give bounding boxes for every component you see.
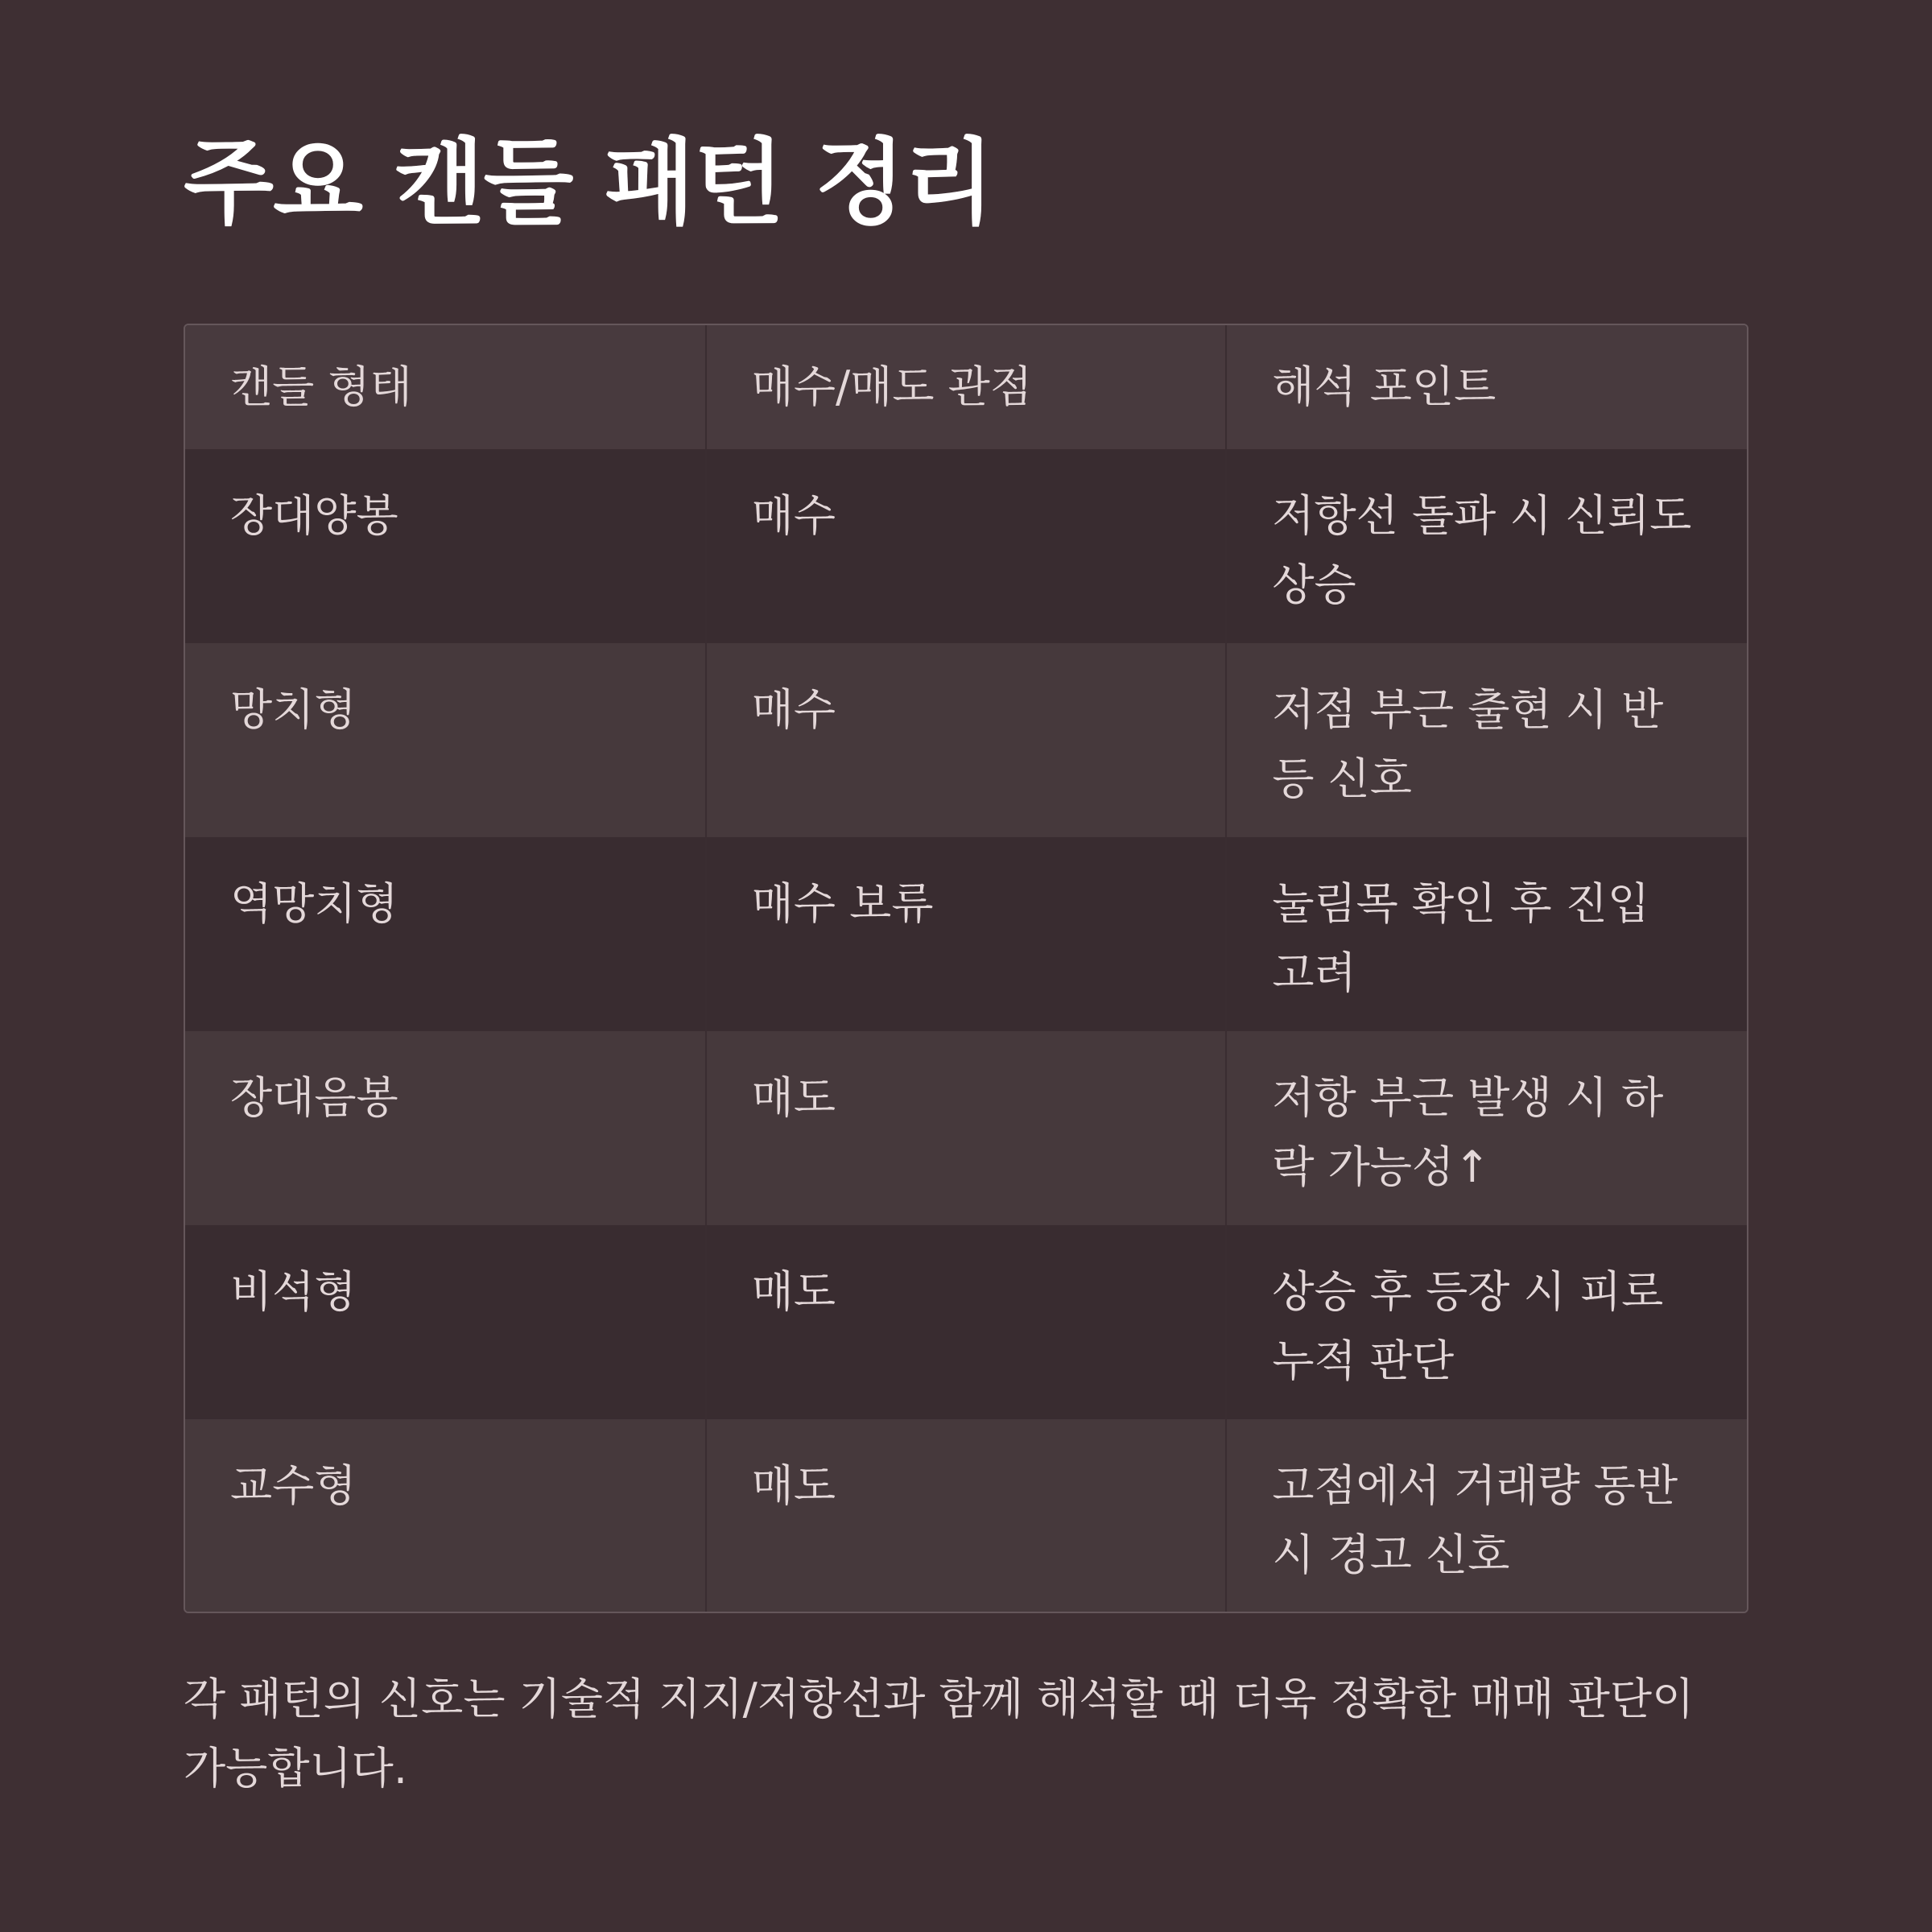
cell-candle-type: 망치형 bbox=[230, 684, 357, 735]
cell-interpretation: 상승 후 등장 시 피로 누적 판단 bbox=[1226, 1225, 1747, 1419]
cell-buy-sell-view: 매수 보류 bbox=[706, 837, 1227, 1031]
cell-interpretation: 고점에서 거래량 동반 시 경고 신호 bbox=[1226, 1419, 1747, 1613]
table-row bbox=[185, 1225, 1747, 1419]
cell-interpretation: 저항 부근 발생 시 하락 가능성↑ bbox=[1226, 1031, 1747, 1225]
table-row bbox=[185, 643, 1747, 837]
cell-interpretation: 저항선 돌파 시 신뢰도 상승 bbox=[1226, 449, 1747, 643]
cell-candle-type: 장대양봉 bbox=[230, 490, 398, 541]
column-header-interpretation: 해석 포인트 bbox=[1226, 325, 1747, 449]
table-row bbox=[185, 837, 1747, 1031]
cell-candle-type: 장대음봉 bbox=[230, 1072, 398, 1123]
candle-pattern-table bbox=[184, 324, 1748, 1613]
table-header-row bbox=[185, 325, 1747, 449]
table-row bbox=[185, 1031, 1747, 1225]
table-row bbox=[185, 1419, 1747, 1613]
cell-candle-type: 비석형 bbox=[230, 1266, 357, 1317]
page-title: 주요 캔들 패턴 정리 bbox=[184, 129, 994, 237]
column-header-candle-type: 캔들 형태 bbox=[230, 361, 412, 412]
cell-buy-sell-view: 매수 bbox=[706, 643, 1227, 837]
cell-interpretation: 저점 부근 출현 시 반등 신호 bbox=[1226, 643, 1747, 837]
cell-candle-type: 교수형 bbox=[230, 1460, 357, 1511]
cell-buy-sell-view: 매도 bbox=[706, 1031, 1227, 1225]
cell-candle-type: 역망치형 bbox=[230, 878, 398, 929]
cell-buy-sell-view: 매도 bbox=[706, 1419, 1227, 1613]
table-row bbox=[185, 449, 1747, 643]
cell-interpretation: 눌림목 확인 후 진입 고려 bbox=[1226, 837, 1747, 1031]
footnote: 각 패턴의 신호는 기술적 지지/저항선과 함께 해석할 때 더욱 정확한 매매 판단이 가능합니다. bbox=[184, 1674, 1695, 1794]
cell-buy-sell-view: 매도 bbox=[706, 1225, 1227, 1419]
cell-buy-sell-view: 매수 bbox=[706, 449, 1227, 643]
column-header-buy-sell-view: 매수/매도 관점 bbox=[706, 325, 1227, 449]
